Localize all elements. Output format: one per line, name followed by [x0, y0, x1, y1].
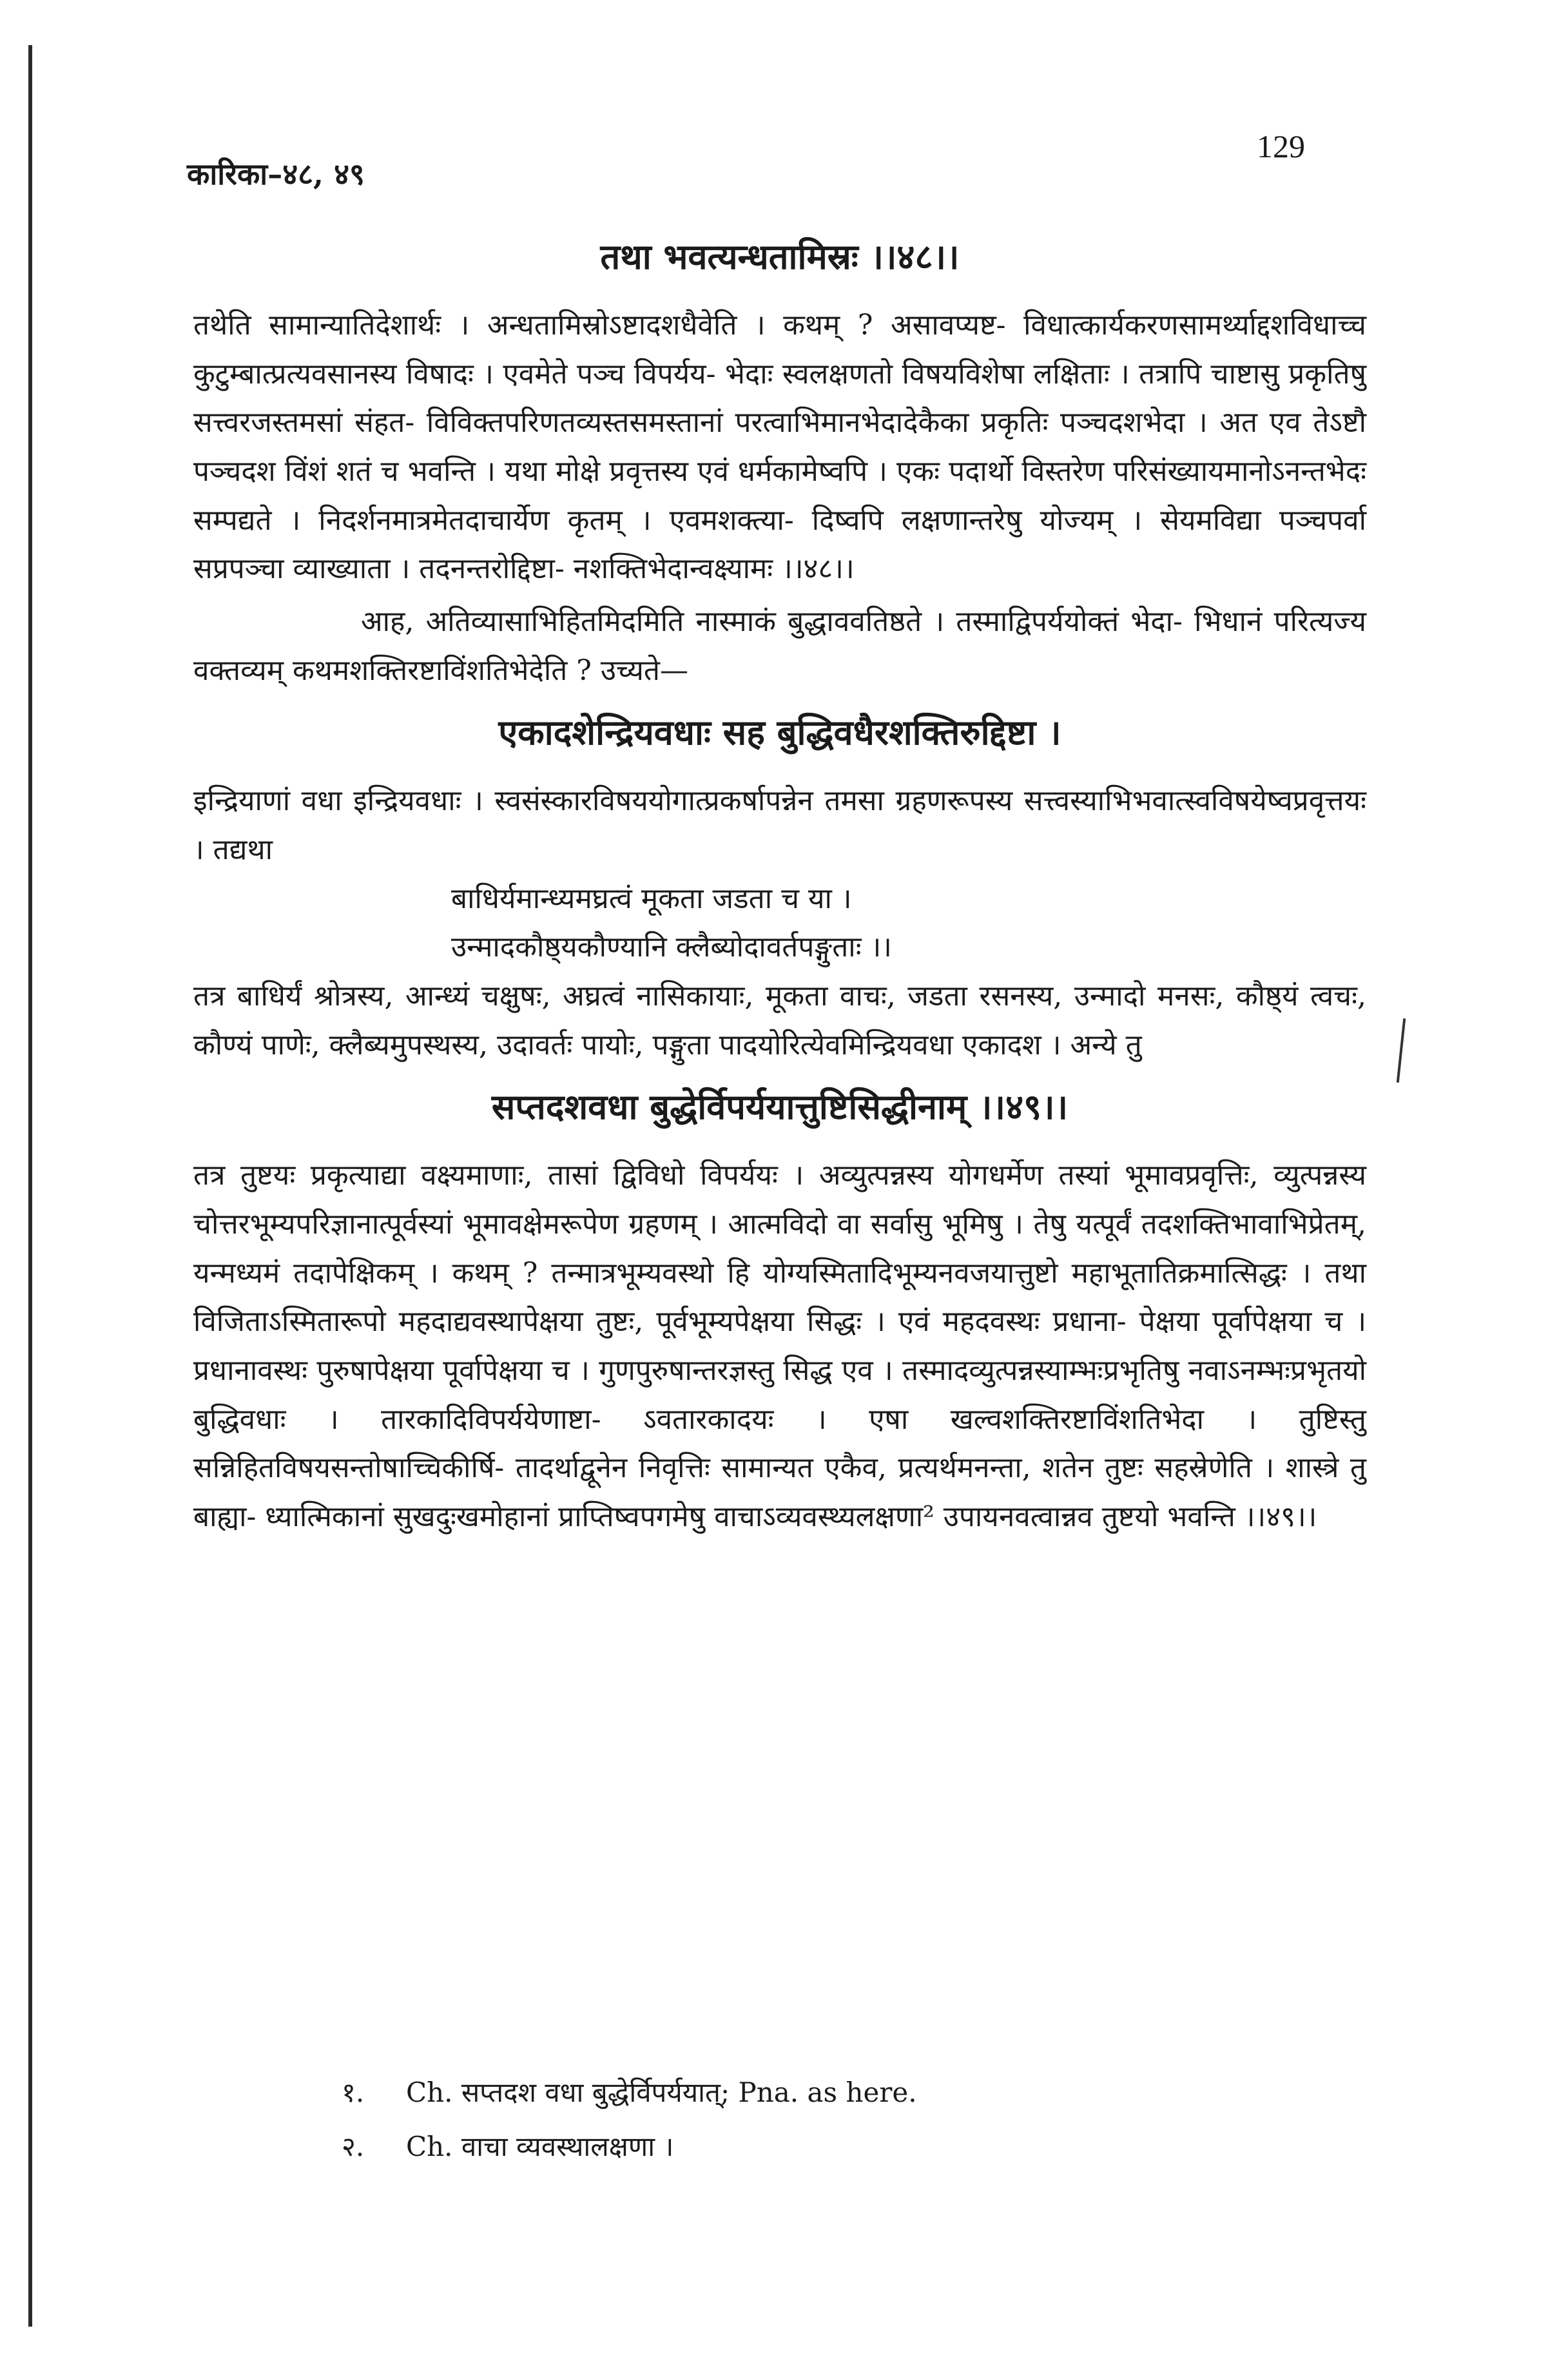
commentary-paragraph: इन्द्रियाणां वधा इन्द्रियवधाः । स्वसंस्कारविषययोगात्प्रकर्षापन्नेन तमसा ग्रहणरूपस्य सत्त्वस्याभिभवात्स्वविषयेष्वप्रवृत्तयः । तद्यथा	[193, 784, 1366, 867]
karika-49a-heading: एकादशेन्द्रियवधाः सह बुद्धिवधैरशक्तिरुद्दिष्टा ।	[498, 712, 1061, 753]
page-number: 129	[1257, 128, 1305, 164]
main-text	[193, 219, 1366, 1542]
footnote-text: Ch. वाचा व्यवस्थालक्षणा ।	[406, 2131, 674, 2162]
commentary-paragraph: तथेति सामान्यातिदेशार्थः । अन्धतामिस्रोऽष्टादशधैवेति । कथम् ? असावप्यष्ट- विधात्कार्यकरणसामर्थ्याद्दशविधाच्च कुटुम्बात्प्रत्यवसानस्य विषादः । एवमेते पञ्च विपर्यय- भेदाः स्वलक्षणतो विषयविशेषा लक्षिताः । तत्रापि चाष्टासु प्रकृतिषु सत्त्वरजस्तमसां संहत- विविक्तपरिणतव्यस्तसमस्तानां परत्वाभिमानभेदादेकैका प्रकृतिः पञ्चदशभेदा । अत एव तेऽष्टौ पञ्चदश विंशं शतं च भवन्ति । यथा मोक्षे प्रवृत्तस्य एवं धर्मकामेष्वपि । एकः पदार्थो विस्तरेण परिसंख्यायमानोऽनन्तभेदः सम्पद्यते । निदर्शनमात्रमेतदाचार्येण कृतम् । एवमशक्त्या- दिष्वपि लक्षणान्तरेषु योज्यम् । सेयमविद्या पञ्चपर्वा सप्रपञ्चा व्याख्याता । तदनन्तरोद्दिष्टा- नशक्तिभेदान्वक्ष्यामः ।।४८।।	[193, 309, 1366, 586]
footnote-item	[342, 2120, 917, 2174]
commentary-paragraph: तत्र तुष्टयः प्रकृत्याद्या वक्ष्यमाणाः, तासां द्विविधो विपर्ययः । अव्युत्पन्नस्य योगधर्मेण तस्यां भूमावप्रवृत्तिः, व्युत्पन्नस्य चोत्तरभूम्यपरिज्ञानात्पूर्वस्यां भूमावक्षेमरूपेण ग्रहणम् । आत्मविदो वा सर्वासु भूमिषु । तेषु यत्पूर्वं तदशक्तिभावाभिप्रेतम्, यन्मध्यमं तदापेक्षिकम् । कथम् ? तन्मात्रभूम्यवस्थो हि योग्यस्मितादिभूम्यनवजयात्तुष्टो महाभूतातिक्रमात्सिद्धः । तथा विजिताऽस्मितारूपो महदाद्यवस्थापेक्षया तुष्टः, पूर्वभूम्यपेक्षया सिद्धः । एवं महदवस्थः प्रधाना- पेक्षया पूर्वापेक्षया च । प्रधानावस्थः पुरुषापेक्षया पूर्वापेक्षया च । गुणपुरुषान्तरज्ञस्तु सिद्ध एव । तस्मादव्युत्पन्नस्याम्भःप्रभृतिषु नवाऽनम्भःप्रभृतयो बुद्धिवधाः । तारकादिविपर्ययेणाष्टा- ऽवतारकादयः । एषा खल्वशक्तिरष्टाविंशतिभेदा । तुष्टिस्तु सन्निहितविषयसन्तोषाच्चिकीर्षि- तादर्थाद्वूनेन निवृत्तिः सामान्यत एकैव, प्रत्यर्थमनन्ता, शतेन तुष्टः सहस्रेणेति । शास्त्रे तु बाह्या- ध्यात्मिकानां सुखदुःखमोहानां प्राप्तिष्वपगमेषु वाचाऽव्यवस्थ्यलक्षणा² उपायनवत्वान्नव तुष्टयो भवन्ति ।।४९।।	[193, 1159, 1366, 1534]
verse-line: उन्मादकौष्ठ्यकौण्यानि क्लैब्योदावर्तपङ्गुताः ।।	[451, 931, 892, 964]
karika-48-heading: तथा भवत्यन्धतामिस्रः ।।४८।।	[600, 236, 960, 277]
commentary-paragraph: आह, अतिव्यासाभिहितमिदमिति नास्माकं बुद्धाववतिष्ठते । तस्माद्विपर्ययोक्तं भेदा- भिधानं परित्यज्य वक्तव्यम् कथमशक्तिरष्टाविंशतिभेदेति ? उच्यते—	[193, 605, 1366, 687]
karika-49b-heading: सप्तदशवधा बुद्धेर्विपर्ययात्तुष्टिसिद्धीनाम् ।।४९।।	[491, 1086, 1069, 1128]
verse-line: बाधिर्यमान्ध्यमघ्रत्वं मूकता जडता च या ।	[451, 882, 852, 915]
footnotes	[342, 2066, 917, 2174]
margin-mark	[1397, 1018, 1406, 1083]
footnote-item	[342, 2066, 917, 2120]
running-header: कारिका–४८, ४९	[187, 157, 365, 191]
footnote-number: २.	[342, 2131, 365, 2162]
binding-edge-line	[28, 45, 32, 2327]
footnote-number: १.	[342, 2077, 365, 2108]
commentary-paragraph: तत्र बाधिर्यं श्रोत्रस्य, आन्ध्यं चक्षुषः, अघ्रत्वं नासिकायाः, मूकता वाचः, जडता रसनस्य, उन्मादो मनसः, कौष्ठ्यं त्वचः, कौण्यं पाणेः, क्लैब्यमुपस्थस्य, उदावर्तः पायोः, पङ्गुता पादयोरित्येवमिन्द्रियवधा एकादश । अन्ये तु	[193, 980, 1366, 1061]
footnote-text: Ch. सप्तदश वधा बुद्धेर्विपर्ययात्; Pna. as here.	[406, 2077, 917, 2108]
